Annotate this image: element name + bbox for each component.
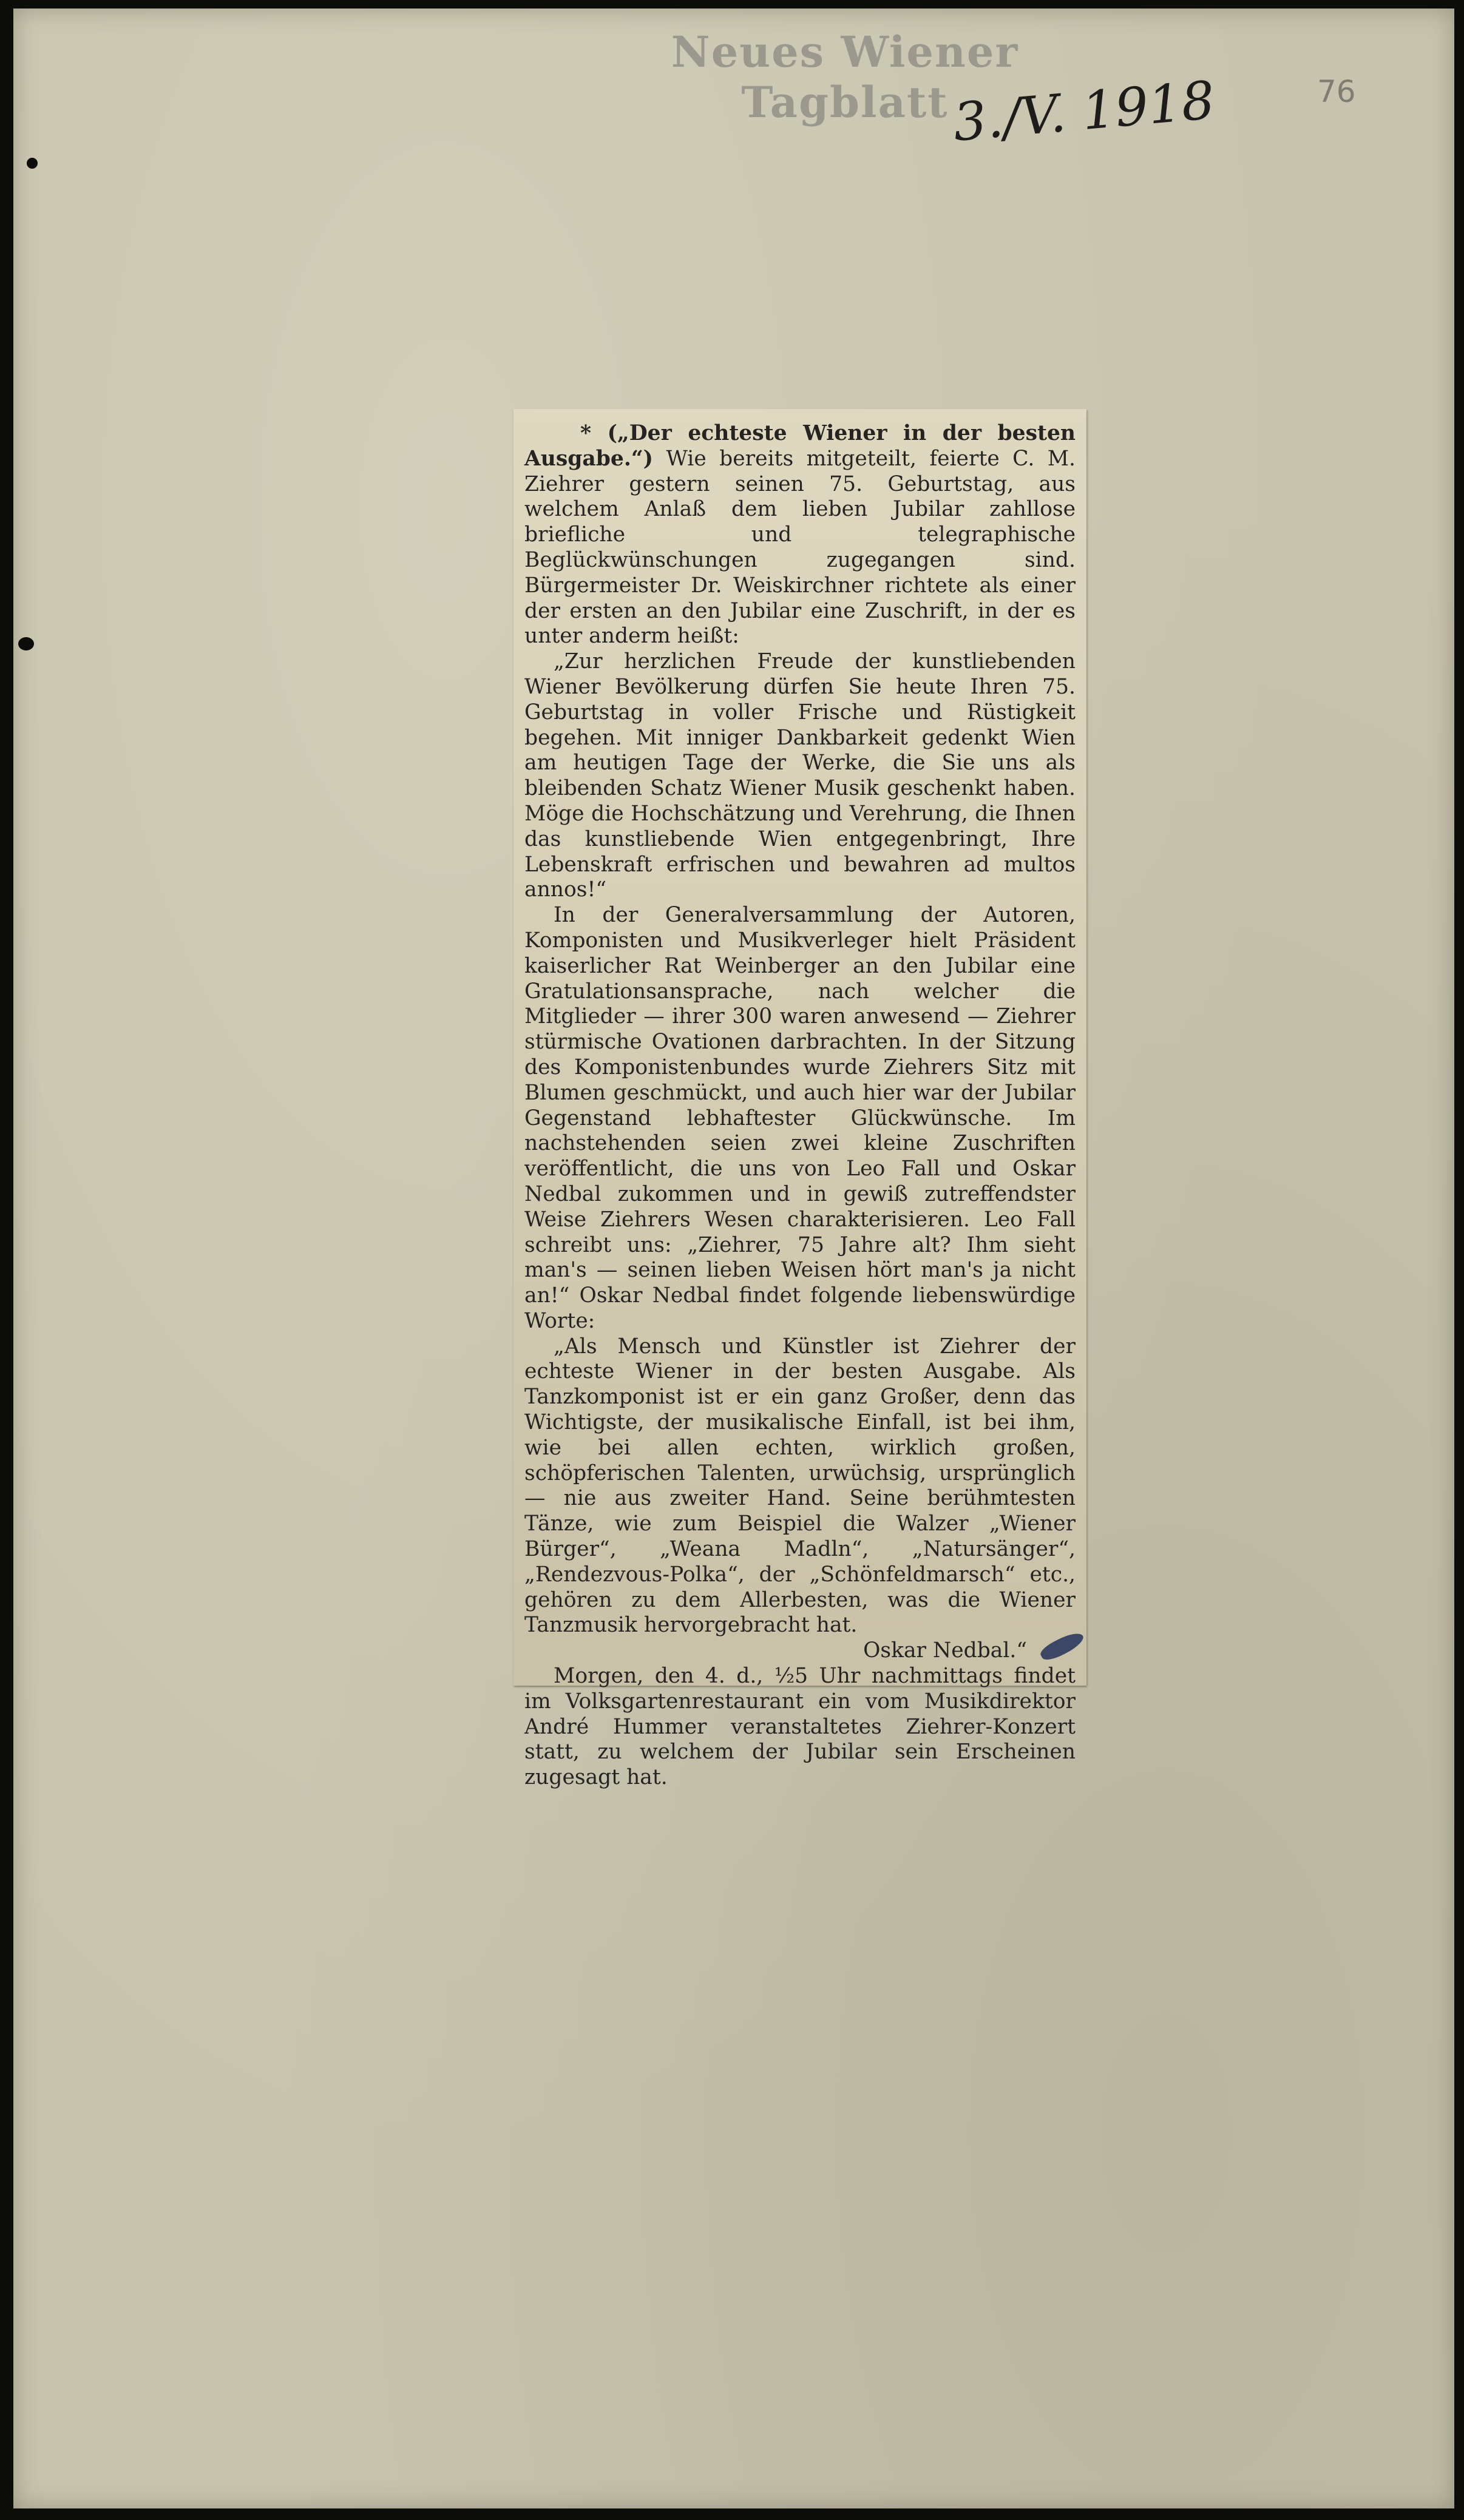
handwritten-date: 3./V. 1918 [951,70,1218,154]
article-paragraph-1 [524,421,1076,649]
article-paragraph-3: In der Generalversammlung der Autoren, Komponisten und Musikverleger hielt Präsident kaiserlicher Rat Weinberger an den Jubilar eine Gratulationsansprache, nach welcher die Mitglieder — ihrer 300 waren anwesend — Ziehrer stürmische Ovationen darbrachten. In der Sitzung des Komponistenbundes wurde Ziehrers Sitz mit Blumen geschmückt, und auch hier war der Jubilar Gegenstand lebhaftester Glückwünsche. Im nachstehenden seien zwei kleine Zuschriften veröffentlicht, die uns von Leo Fall und Oskar Nedbal zukommen und in gewiß zutreffendster Weise Ziehrers Wesen charakterisieren. Leo Fall schreibt uns: „Ziehrer, 75 Jahre alt? Ihm sieht man's — seinen lieben Weisen hört man's ja nicht an!“ Oskar Nedbal findet folgende liebenswürdige Worte: [524,903,1076,1333]
article-signature: Oskar Nedbal.“ [863,1638,1027,1663]
article-text-1: Wie bereits mitgeteilt, feierte C. M. Ziehrer gestern seinen 75. Geburtstag, aus welchem Anlaß dem lieben Jubilar zahllose briefliche und telegraphische Beglückwünschungen zugegangen sind. Bürgermeister Dr. Weiskirchner richtete als einer der ersten an den Jubilar eine Zuschrift, in der es unter anderm heißt: [524,446,1076,649]
article-headline: „Der echteste Wiener in der besten Ausgabe.“) [524,421,1076,471]
article-paragraph-5: Morgen, den 4. d., ½5 Uhr nachmittags findet im Volksgartenrestaurant ein vom Musikdirektor André Hummer veranstaltetes Ziehrer-Konzert statt, zu welchem der Jubilar sein Erscheinen zugesagt hat. [524,1664,1076,1790]
lead-marker: * ( [580,421,617,445]
newspaper-name-stamp: Neues Wiener Tagblatt [671,27,1019,127]
newspaper-clipping [513,409,1086,1790]
punch-hole-middle [18,637,34,650]
article-paragraph-4: „Als Mensch und Künstler ist Ziehrer der echteste Wiener in der besten Ausgabe. Als Tanzkomponist ist er ein ganz Großer, denn das Wichtigste, der musikalische Einfall, ist bei ihm, wie bei allen echten, wirklich großen, schöpferischen Talenten, urwüchsig, ursprünglich — nie aus zweiter Hand. Seine berühmtesten Tänze, wie zum Beispiel die Walzer „Wiener Bürger“, „Weana Madln“, „Natursänger“, „Rendezvous-Polka“, der „Schönfeldmarsch“ etc., gehören zu dem Allerbesten, was die Wiener Tanzmusik hervorgebracht hat. [524,1334,1076,1638]
punch-hole-top [27,158,38,169]
page-number: 76 [1317,74,1356,109]
article-paragraph-2: „Zur herzlichen Freude der kunstliebenden Wiener Bevölkerung dürfen Sie heute Ihren 75. Geburtstag in voller Frische und Rüstigkeit begehen. Mit inniger Dankbarkeit gedenkt Wien am heutigen Tage der Werke, die Sie uns als bleibenden Schatz Wiener Musik geschenkt haben. Möge die Hochschätzung und Verehrung, die Ihnen das kunstliebende Wien entgegenbringt, Ihre Lebenskraft erfrischen und bewahren ad multos annos!“ [524,649,1076,902]
